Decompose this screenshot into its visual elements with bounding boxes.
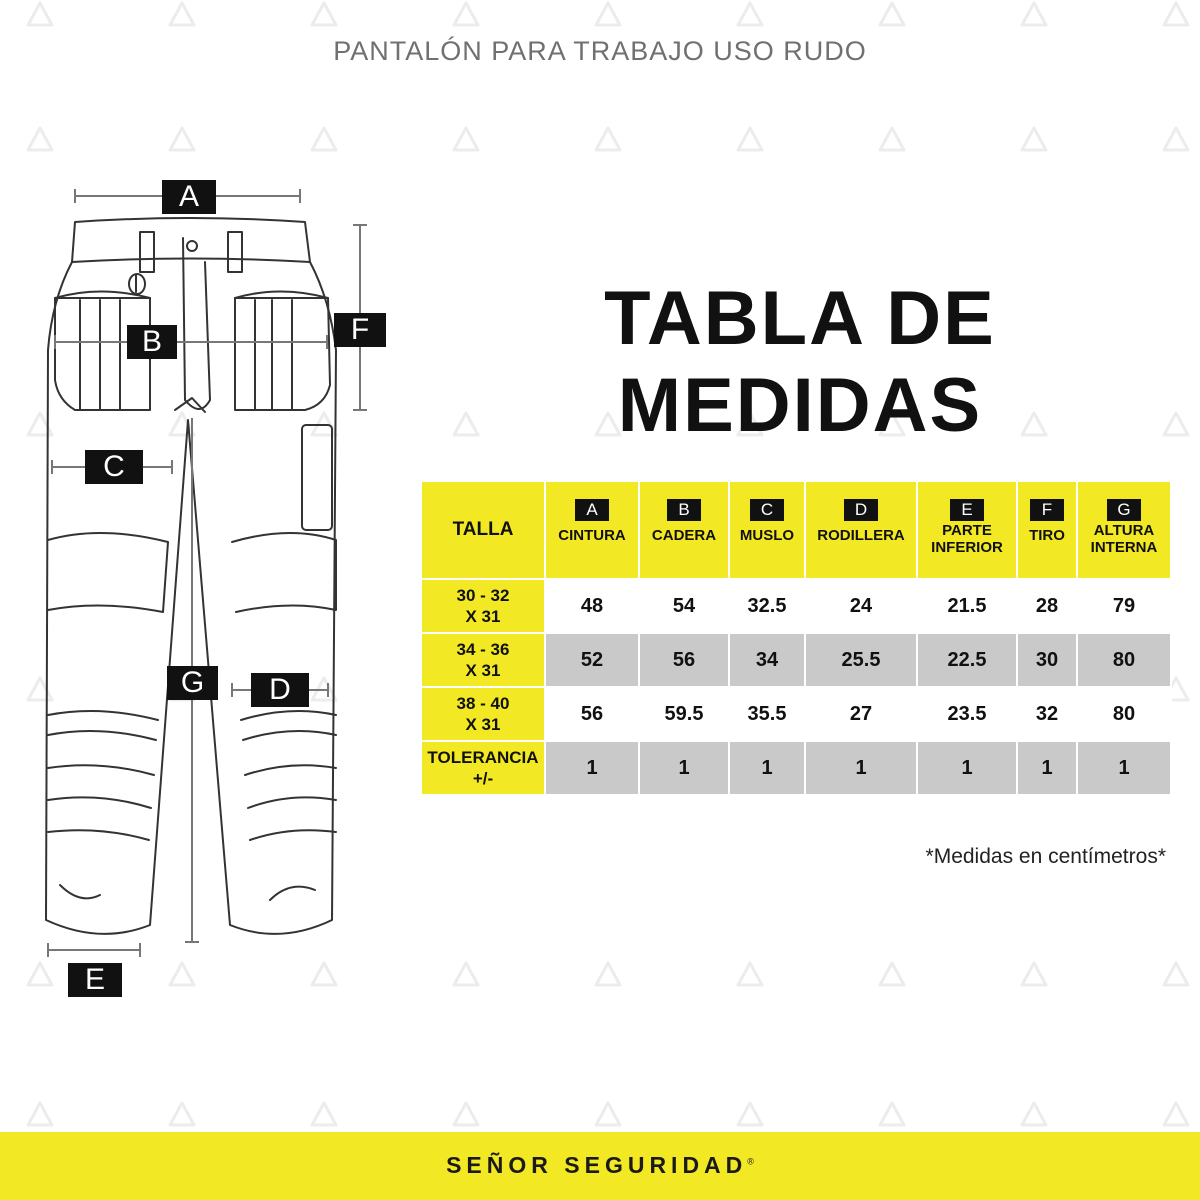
background-triangle-icon	[596, 128, 620, 150]
background-triangle-icon	[596, 1103, 620, 1125]
pants-diagram	[0, 160, 400, 1010]
background-triangle-icon	[28, 128, 52, 150]
column-name: CINTURA	[558, 527, 626, 544]
background-triangle-icon	[738, 128, 762, 150]
background-triangle-icon	[1164, 1103, 1188, 1125]
size-length: X 31	[465, 607, 501, 626]
background-triangle-icon	[738, 3, 762, 25]
column-header-g	[1077, 481, 1171, 579]
column-header-e	[917, 481, 1017, 579]
value-cell: 34	[729, 633, 805, 687]
background-triangle-icon	[312, 128, 336, 150]
column-letter: D	[844, 499, 878, 521]
size-range: 38 - 40	[456, 694, 510, 713]
size-length: X 31	[465, 715, 501, 734]
background-triangle-icon	[880, 963, 904, 985]
column-letter: C	[750, 499, 784, 521]
column-name: ALTURA INTERNA	[1090, 522, 1158, 556]
background-triangle-icon	[454, 128, 478, 150]
value-cell: 27	[805, 687, 917, 741]
column-name: TIRO	[1029, 527, 1065, 544]
registered-mark: ®	[747, 1156, 754, 1167]
column-header-c	[729, 481, 805, 579]
value-cell: 1	[1017, 741, 1077, 795]
column-header-f	[1017, 481, 1077, 579]
measure-label-g: G	[167, 666, 218, 700]
size-column-header: TALLA	[421, 481, 545, 579]
size-cell	[421, 579, 545, 633]
value-cell: 1	[805, 741, 917, 795]
background-triangle-icon	[1022, 1103, 1046, 1125]
size-length: X 31	[465, 661, 501, 680]
background-triangle-icon	[738, 963, 762, 985]
column-header-a	[545, 481, 639, 579]
value-cell: 48	[545, 579, 639, 633]
value-cell: 80	[1077, 633, 1171, 687]
value-cell: 1	[639, 741, 729, 795]
column-letter: E	[950, 499, 984, 521]
background-triangle-icon	[880, 128, 904, 150]
value-cell: 21.5	[917, 579, 1017, 633]
column-name: CADERA	[651, 527, 717, 544]
background-triangle-icon	[1022, 963, 1046, 985]
column-name: MUSLO	[739, 527, 795, 544]
value-cell: 24	[805, 579, 917, 633]
product-title: PANTALÓN PARA TRABAJO USO RUDO	[333, 36, 867, 66]
background-triangle-icon	[1164, 3, 1188, 25]
column-name: RODILLERA	[817, 527, 905, 544]
value-cell: 22.5	[917, 633, 1017, 687]
value-cell: 80	[1077, 687, 1171, 741]
value-cell: 35.5	[729, 687, 805, 741]
background-triangle-icon	[454, 963, 478, 985]
background-triangle-icon	[596, 3, 620, 25]
size-cell	[421, 687, 545, 741]
column-name: PARTE INFERIOR	[931, 522, 1003, 556]
table-row	[421, 633, 1171, 687]
brand-logo	[0, 1152, 1200, 1179]
brand-name: SEÑOR SEGURIDAD	[446, 1152, 748, 1178]
size-length: +/-	[472, 769, 494, 788]
size-range: 34 - 36	[456, 640, 510, 659]
background-triangle-icon	[454, 3, 478, 25]
column-letter: A	[575, 499, 609, 521]
background-triangle-icon	[738, 1103, 762, 1125]
column-header-b	[639, 481, 729, 579]
value-cell: 1	[545, 741, 639, 795]
value-cell: 52	[545, 633, 639, 687]
units-note: *Medidas en centímetros*	[925, 845, 1166, 868]
value-cell: 32	[1017, 687, 1077, 741]
measure-label-a: A	[162, 180, 216, 214]
value-cell: 32.5	[729, 579, 805, 633]
table-row	[421, 741, 1171, 795]
value-cell: 1	[917, 741, 1017, 795]
table-row	[421, 579, 1171, 633]
background-triangle-icon	[880, 3, 904, 25]
footer-bar	[0, 1132, 1200, 1200]
value-cell: 59.5	[639, 687, 729, 741]
value-cell: 79	[1077, 579, 1171, 633]
column-header-d	[805, 481, 917, 579]
column-letter: F	[1030, 499, 1064, 521]
background-triangle-icon	[1022, 128, 1046, 150]
background-triangle-icon	[454, 1103, 478, 1125]
column-letter: G	[1107, 499, 1141, 521]
background-triangle-icon	[28, 1103, 52, 1125]
background-triangle-icon	[312, 3, 336, 25]
background-triangle-icon	[312, 1103, 336, 1125]
value-cell: 1	[729, 741, 805, 795]
background-triangle-icon	[596, 963, 620, 985]
background-triangle-icon	[1164, 963, 1188, 985]
value-cell: 30	[1017, 633, 1077, 687]
table-header-row	[421, 481, 1171, 579]
size-range: TOLERANCIA	[427, 748, 539, 767]
measure-label-d: D	[251, 673, 309, 707]
value-cell: 54	[639, 579, 729, 633]
background-triangle-icon	[170, 128, 194, 150]
value-cell: 25.5	[805, 633, 917, 687]
column-letter: B	[667, 499, 701, 521]
value-cell: 28	[1017, 579, 1077, 633]
background-triangle-icon	[170, 3, 194, 25]
background-triangle-icon	[1164, 413, 1188, 435]
background-triangle-icon	[1164, 128, 1188, 150]
size-range: 30 - 32	[456, 586, 510, 605]
background-triangle-icon	[170, 1103, 194, 1125]
measure-label-b: B	[127, 325, 177, 359]
main-title: TABLA DE MEDIDAS	[604, 276, 996, 448]
measure-label-f: F	[334, 313, 386, 347]
background-triangle-icon	[880, 1103, 904, 1125]
size-cell	[421, 633, 545, 687]
value-cell: 23.5	[917, 687, 1017, 741]
measure-label-e: E	[68, 963, 122, 997]
value-cell: 56	[545, 687, 639, 741]
value-cell: 1	[1077, 741, 1171, 795]
size-cell	[421, 741, 545, 795]
table-row	[421, 687, 1171, 741]
size-chart-table	[420, 480, 1172, 796]
measure-label-c: C	[85, 450, 143, 484]
value-cell: 56	[639, 633, 729, 687]
background-triangle-icon	[28, 3, 52, 25]
background-triangle-icon	[1022, 3, 1046, 25]
